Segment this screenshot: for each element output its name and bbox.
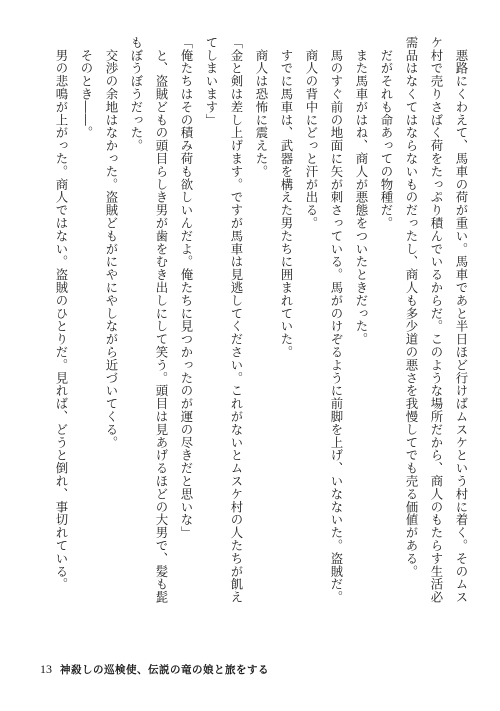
text-line: そのとき――。 <box>79 36 94 140</box>
text-line: と、盗賊どもの頭目らしき男が歯をむき出しにして笑う。頭目は見あげるほどの大男で、髪も髭 <box>154 36 169 604</box>
body-text <box>24 36 474 636</box>
text-line: 「金と剣は差し上げます。ですが馬車は見逃してください。これがないとムスケ村の人たちが飢え <box>229 36 244 604</box>
text-line: てしまいます」 <box>204 36 219 127</box>
text-line: また馬車がはね、商人が悪態をついたときだった。 <box>354 36 369 346</box>
text-line: すでに馬車は、武器を構えた男たちに囲まれていた。 <box>279 36 294 359</box>
text-line: 男の悲鳴が上がった。商人ではない。盗賊のひとりだ。見れば、どうと倒れ、事切れている。 <box>54 36 69 591</box>
text-line: 悪路にくわえて、馬車の荷が重い。馬車であと半日ほど行けばムスケという村に着く。そのムス <box>454 36 469 604</box>
text-line: ケ村で売りさばく荷をたっぷり積んでいるからだ。このような場所だから、商人のもたらす生活必 <box>429 36 444 604</box>
text-line: 「俺たちはその積み荷も欲しいんだよ。俺たちに見つかったのが運の尽きだと思いな」 <box>179 36 194 540</box>
text-line: 商人は恐怖に震えた。 <box>254 36 269 178</box>
text-line: 商人の背中にどっと汗が出る。 <box>304 36 319 230</box>
page-number: 13 <box>40 662 52 676</box>
text-line: 需品はなくてはならないものだったし、商人も多少道の悪さを我慢してでも売る価値がある。 <box>404 36 419 578</box>
running-title: 神殺しの巡検使、伝説の竜の娘と旅をする <box>60 664 269 676</box>
page-footer <box>40 662 269 677</box>
text-line: だがそれも命あっての物種だ。 <box>379 36 394 230</box>
text-line: 交渉の余地はなかった。盗賊どもがにやにやしながら近づいてくる。 <box>104 36 119 449</box>
text-line: 馬のすぐ前の地面に矢が刺さっている。馬がのけぞるように前脚を上げ、いなないた。盗賊だ。 <box>329 36 344 604</box>
text-line: もぼうぼうだった。 <box>129 36 144 153</box>
